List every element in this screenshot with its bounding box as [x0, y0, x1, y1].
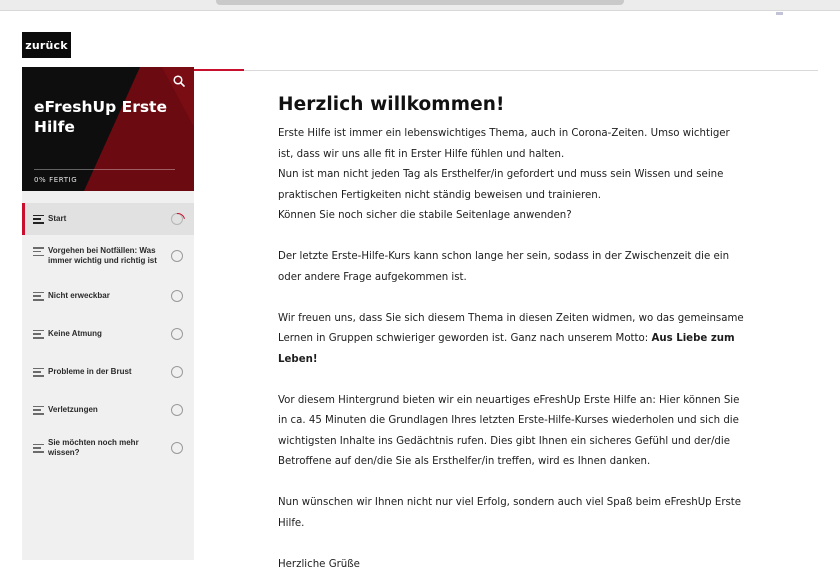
- lesson-item-verletzungen[interactable]: [22, 391, 194, 429]
- lesson-list: [22, 203, 194, 467]
- course-title: eFreshUp Erste Hilfe: [34, 97, 184, 137]
- empty-circle-icon: [171, 442, 183, 454]
- lesson-item-start[interactable]: [22, 203, 194, 235]
- lesson-label: Start: [48, 214, 160, 224]
- lesson-lines-icon: [33, 247, 44, 256]
- lesson-content: [278, 94, 748, 575]
- lesson-progress-bar: [194, 70, 818, 71]
- empty-circle-icon: [171, 328, 183, 340]
- browser-chrome: [0, 0, 840, 11]
- header-divider: [34, 169, 175, 170]
- lesson-lines-icon: [33, 444, 44, 453]
- paragraph: Können Sie noch sicher die stabile Seitenlage anwenden?: [278, 206, 748, 227]
- lesson-item-nicht-erweckbar[interactable]: [22, 277, 194, 315]
- lesson-label: Sie möchten noch mehr wissen?: [48, 438, 160, 458]
- lesson-lines-icon: [33, 330, 44, 339]
- lesson-label: Probleme in der Brust: [48, 367, 160, 377]
- lesson-label: Verletzungen: [48, 405, 160, 415]
- empty-circle-icon: [171, 404, 183, 416]
- lesson-item-vorgehen[interactable]: [22, 235, 194, 277]
- paragraph: Erste Hilfe ist immer ein lebenswichtiges Thema, auch in Corona-Zeiten. Umso wichtiger ist, dass wir uns alle fit in Erster Hilfe fühlen und halten.: [278, 124, 748, 165]
- paragraph: Nun ist man nicht jeden Tag als Ersthelfer/in gefordert und muss sein Wissen und seine praktischen Fertigkeiten nicht ständig beweisen und trainieren.: [278, 165, 748, 206]
- lesson-lines-icon: [33, 292, 44, 301]
- course-header: [22, 67, 194, 191]
- empty-circle-icon: [171, 290, 183, 302]
- paragraph-text: Wir freuen uns, dass Sie sich diesem Thema in diesen Zeiten widmen, wo das gemeinsame Lernen in Gruppen schwieriger geworden ist. Ganz nach unserem Motto:: [278, 313, 744, 345]
- lesson-lines-icon: [33, 215, 44, 224]
- empty-circle-icon: [171, 250, 183, 262]
- lesson-label: Keine Atmung: [48, 329, 160, 339]
- paragraph: Vor diesem Hintergrund bieten wir ein neuartiges eFreshUp Erste Hilfe an: Hier können Sie in ca. 45 Minuten die Grundlagen Ihres letzten Erste-Hilfe-Kurses wiederholen und sich die wichtigsten Inhalte ins Gedächtnis rufen. Dies gibt Ihnen ein sicheres Gefühl und der/die Betroffene auf den/die Sie als Ersthelfer/in treffen, wird es Ihnen danken.: [278, 391, 748, 473]
- closing-text: Herzliche Grüße: [278, 555, 748, 575]
- lesson-lines-icon: [33, 368, 44, 377]
- search-icon[interactable]: [172, 74, 186, 88]
- lesson-lines-icon: [33, 406, 44, 415]
- back-button[interactable]: zurück: [22, 32, 71, 58]
- progress-ring-icon: [171, 213, 183, 225]
- page-title: Herzlich willkommen!: [278, 94, 748, 115]
- lesson-item-probleme-brust[interactable]: [22, 353, 194, 391]
- paragraph: Nun wünschen wir Ihnen nicht nur viel Erfolg, sondern auch viel Spaß beim eFreshUp Erste Hilfe.: [278, 493, 748, 534]
- lesson-item-mehr-wissen[interactable]: [22, 429, 194, 467]
- motto-text: Aus Liebe zum Leben!: [278, 333, 735, 365]
- empty-circle-icon: [171, 366, 183, 378]
- paragraph: [278, 309, 748, 371]
- toolbar-icons: [750, 0, 810, 3]
- lesson-label: Vorgehen bei Notfällen: Was immer wichtig und richtig ist: [48, 246, 160, 266]
- lesson-progress-fill: [194, 69, 244, 71]
- lesson-label: Nicht erweckbar: [48, 291, 160, 301]
- course-progress-label: 0% FERTIG: [34, 176, 77, 184]
- extension-icon[interactable]: [776, 12, 783, 15]
- lesson-item-keine-atmung[interactable]: [22, 315, 194, 353]
- paragraph: Der letzte Erste-Hilfe-Kurs kann schon lange her sein, sodass in der Zwischenzeit die ein oder andere Frage aufgekommen ist.: [278, 247, 748, 288]
- address-bar[interactable]: [216, 0, 624, 5]
- course-sidebar: [22, 67, 194, 560]
